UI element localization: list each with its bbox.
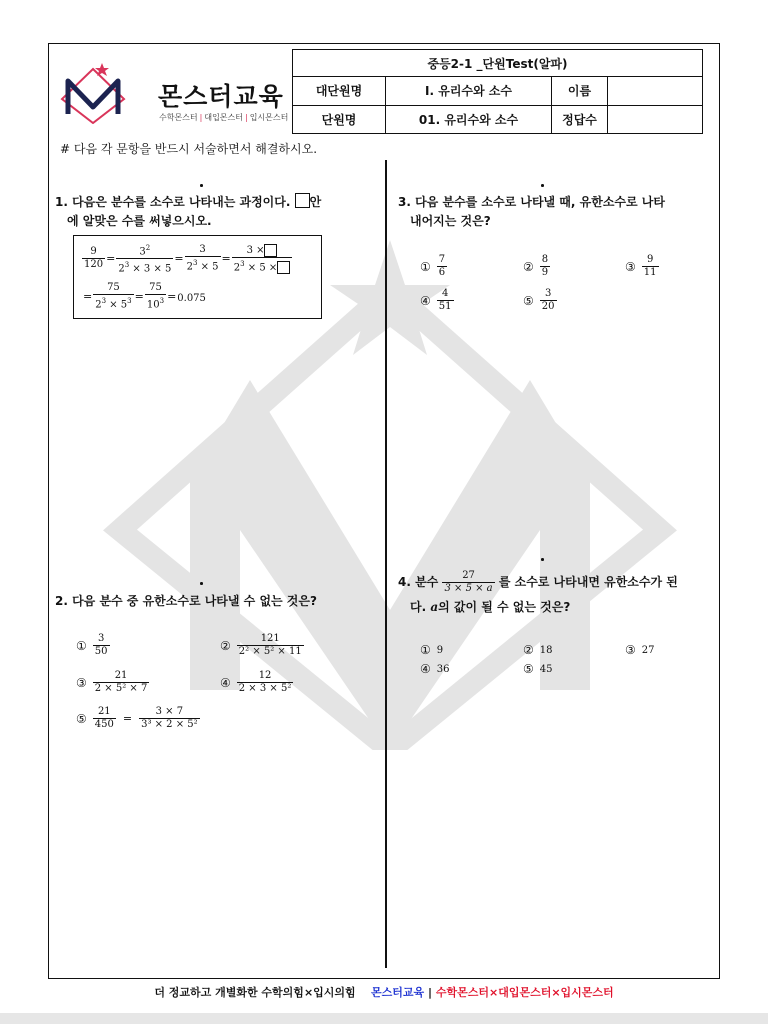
q4-option-4[interactable]: ④ 36 <box>420 662 450 676</box>
dot-mark <box>541 184 544 187</box>
q3-text-line1: 3. 다음 분수를 소수로 나타낼 때, 유한소수로 나타 <box>398 195 665 209</box>
page-frame <box>48 43 720 979</box>
q1-text-a: 1. 다음은 분수를 소수로 나타내는 과정이다. <box>55 195 291 209</box>
q4-text-post: 를 소수로 나타내면 유한소수가 된 <box>498 575 678 589</box>
logo <box>48 49 293 134</box>
blank-box <box>295 193 310 208</box>
question-2: 2. 다음 분수 중 유한소수로 나타낼 수 없는 것은? <box>55 594 317 608</box>
q4-option-1[interactable]: ① 9 <box>420 643 444 657</box>
footer <box>0 984 768 1000</box>
course-title: 중등2-1 _단원Test(알파) <box>293 50 703 77</box>
major-unit-value: Ⅰ. 유리수와 소수 <box>386 77 552 105</box>
dot-mark <box>200 184 203 187</box>
dot-mark <box>541 558 544 561</box>
q2-option-1[interactable]: ① $\frac{3}{50}$ <box>76 633 108 657</box>
q3-option-1[interactable]: ① $\frac{7}{6}$ <box>420 254 446 278</box>
blank-box[interactable] <box>277 261 290 274</box>
q4-option-3[interactable]: ③ 27 <box>625 643 655 657</box>
logo-title: 몬스터교육 <box>158 82 284 111</box>
q4-variable: a <box>430 600 439 614</box>
q1-equation-line1: $\frac{9}{120}$ = $\frac{3^2}{2^3 \times 3 \times 5}$ = $\frac{3}{2^3 \times 5}$ = $\frac{3 \times}{2^3 \times 5 \times}$ <box>82 242 292 276</box>
question-4 <box>398 570 718 619</box>
fraction: $\frac{9}{120}$ <box>84 246 104 271</box>
fraction: $\frac{75}{10^3}$ <box>146 282 165 311</box>
q3-option-4[interactable]: ④ $\frac{4}{51}$ <box>420 288 452 312</box>
q4-text-line2-b: 의 값이 될 수 없는 것은? <box>438 600 571 614</box>
footer-slogan: 더 정교하고 개별화한 수학의힘×입시의힘 <box>154 986 356 999</box>
q2-option-4[interactable]: ④ $\frac{12}{\text{2 × 3 × 5²}}$ <box>220 670 292 694</box>
monster-m-logo-icon <box>58 59 128 124</box>
name-field[interactable] <box>608 77 703 105</box>
unit-label: 단원명 <box>293 105 386 133</box>
question-1 <box>55 193 375 231</box>
fraction: $\frac{3^2}{2^3 \times 3 \times 5}$ <box>118 244 172 275</box>
logo-sep: | <box>199 113 203 122</box>
column-divider <box>385 160 387 968</box>
fraction: $\frac{3 \times}{2^3 \times 5 \times}$ <box>232 244 293 274</box>
fraction: $\frac{3}{2^3 \times 5}$ <box>186 244 219 273</box>
q2-option-5[interactable]: ⑤ $\frac{21}{450}$ = $\frac{3 \times 7}{\text{3³ × 2 × 5²}}$ <box>76 706 198 730</box>
dot-mark <box>200 582 203 585</box>
q4-option-2[interactable]: ② 18 <box>523 643 553 657</box>
q2-option-3[interactable]: ③ $\frac{21}{\text{2 × 5² × 7}}$ <box>76 670 148 694</box>
answers-field[interactable] <box>608 105 703 133</box>
q3-option-2[interactable]: ② $\frac{8}{9}$ <box>523 254 549 278</box>
name-label: 이름 <box>552 77 608 105</box>
q3-option-5[interactable]: ⑤ $\frac{3}{20}$ <box>523 288 555 312</box>
question-3 <box>398 193 718 231</box>
fraction: $\frac{75}{2^3 \times 5^3}$ <box>95 282 132 311</box>
logo-sub-college: 대입몬스터 <box>204 113 243 122</box>
q3-option-3[interactable]: ③ $\frac{9}{11}$ <box>625 254 657 278</box>
q4-fraction: $\frac{27}{3 \times 5 \times a}$ <box>444 570 493 594</box>
footer-sub: 수학몬스터×대입몬스터×입시몬스터 <box>435 986 614 999</box>
major-unit-label: 대단원명 <box>293 77 386 105</box>
q1-math-box <box>73 235 322 319</box>
instruction: # 다음 각 문항을 반드시 서술하면서 해결하시오. <box>60 142 318 156</box>
q1-text-b: 안 <box>309 195 322 209</box>
logo-subtitle <box>159 112 288 123</box>
bottom-bar <box>0 1013 768 1024</box>
q3-text-line2: 내어지는 것은? <box>410 214 491 228</box>
footer-sep: | <box>427 986 433 999</box>
q1-text-line2: 에 알맞은 수를 써넣으시오. <box>67 214 212 228</box>
header-table <box>292 49 703 134</box>
answers-label: 정답수 <box>552 105 608 133</box>
q2-option-2[interactable]: ② $\frac{121}{\text{2² × 5² × 11}}$ <box>220 633 302 657</box>
logo-sep: | <box>244 113 248 122</box>
unit-value: 01. 유리수와 소수 <box>386 105 552 133</box>
q4-text-line2-a: 다. <box>410 600 427 614</box>
logo-sub-math: 수학몬스터 <box>159 113 198 122</box>
q1-result: 0.075 <box>177 293 206 305</box>
footer-brand: 몬스터교육 <box>371 986 425 999</box>
blank-box[interactable] <box>264 244 277 257</box>
q4-option-5[interactable]: ⑤ 45 <box>523 662 553 676</box>
q4-text-pre: 4. 분수 <box>398 575 439 589</box>
q1-equation-line2: = $\frac{75}{2^3 \times 5^3}$ = $\frac{75}{10^3}$ =0.075 <box>83 282 206 311</box>
logo-sub-entrance: 입시몬스터 <box>249 113 289 122</box>
